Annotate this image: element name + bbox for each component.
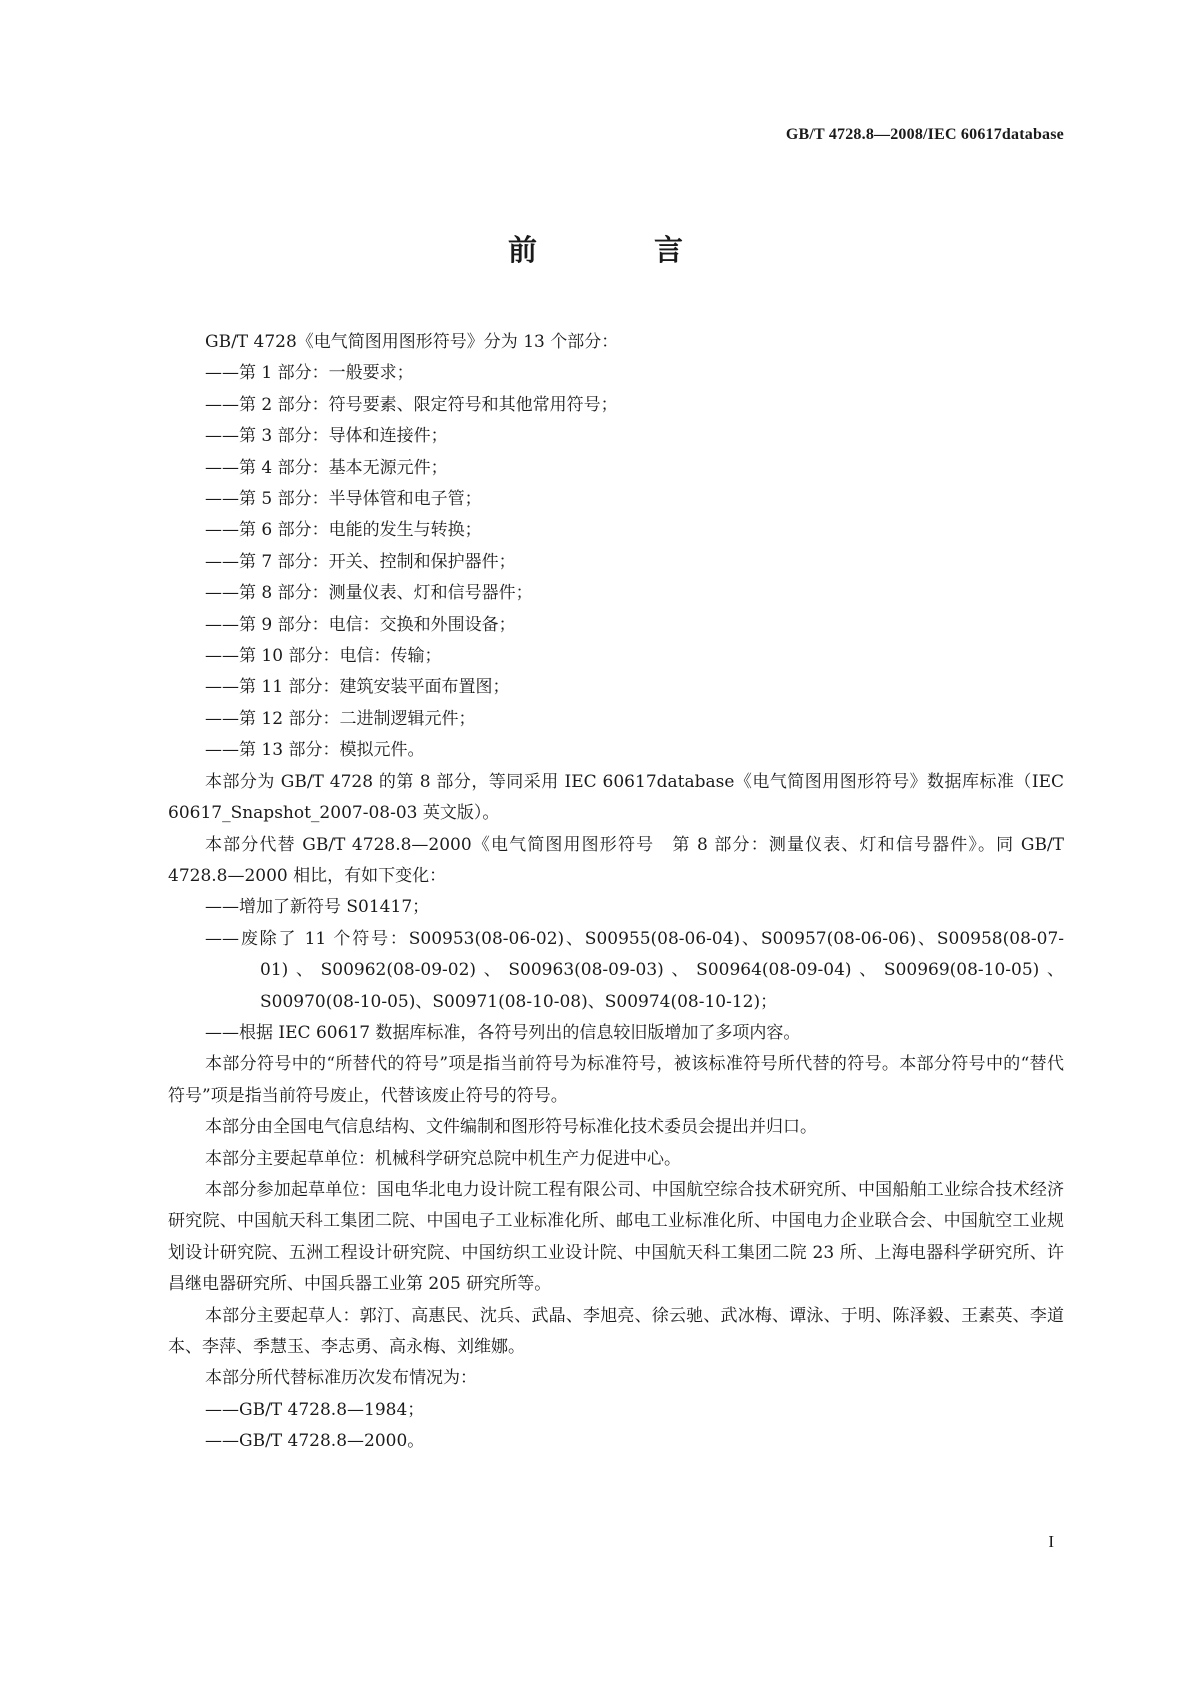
- part-list-item: ——第 2 部分：符号要素、限定符号和其他常用符号；: [205, 394, 618, 415]
- change-list-item: ——根据 IEC 60617 数据库标准，各符号列出的信息较旧版增加了多项内容。: [205, 1022, 801, 1043]
- intro-paragraph: GB/T 4728《电气简图用图形符号》分为 13 个部分：: [205, 332, 619, 352]
- participating-paragraph: 本部分参加起草单位：国电华北电力设计院工程有限公司、中国航空综合技术研究所、中国船舶工业综合技术经济研究院、中国航天科工集团二院、中国电子工业标准化所、邮电工业标准化所、中国电力企业联合会、中国航空工业规划设计研究院、五洲工程设计研究院、中国纺织工业设计院、中国航天科工集团二院 23 所、上海电器科学研究所、许昌继电器研究所、中国兵器工业第 205 研究所等。: [168, 1179, 1064, 1295]
- part-list-item: ——第 8 部分：测量仪表、灯和信号器件；: [205, 583, 533, 604]
- drafters-paragraph: 本部分主要起草人：郭汀、高惠民、沈兵、武晶、李旭亮、徐云驰、武冰梅、谭泳、于明、陈泽毅、王素英、李道本、李萍、季慧玉、李志勇、高永梅、刘维娜。: [168, 1305, 1064, 1357]
- section-title: 前 言: [507, 233, 727, 267]
- page-number: I: [1048, 1532, 1054, 1551]
- part-list-item: ——第 4 部分：基本无源元件；: [205, 457, 448, 478]
- part-list-item: ——第 11 部分：建筑安装平面布置图；: [205, 677, 510, 698]
- standard-code-header: GB/T 4728.8—2008/IEC 60617database: [785, 126, 1064, 143]
- history-list-item: ——GB/T 4728.8—2000。: [205, 1431, 425, 1452]
- part-list-item: ——第 10 部分：电信：传输；: [205, 646, 442, 667]
- replaces-paragraph: 本部分代替 GB/T 4728.8—2000《电气简图用图形符号 第 8 部分：测量仪表、灯和信号器件》。同 GB/T 4728.8—2000 相比，有如下变化：: [168, 834, 1064, 886]
- proposed-by-paragraph: 本部分由全国电气信息结构、文件编制和图形符号标准化技术委员会提出并归口。: [205, 1117, 817, 1138]
- main-drafter-paragraph: 本部分主要起草单位：机械科学研究总院中机生产力促进中心。: [205, 1148, 681, 1169]
- adoption-paragraph: 本部分为 GB/T 4728 的第 8 部分，等同采用 IEC 60617database《电气简图用图形符号》数据库标准（IEC 60617_Snapshot_2007-08-03 英文版）。: [168, 771, 1064, 824]
- part-list-item: ——第 1 部分：一般要求；: [205, 363, 414, 384]
- part-list-item: ——第 9 部分：电信：交换和外围设备；: [205, 614, 516, 635]
- part-list-item: ——第 3 部分：导体和连接件；: [205, 426, 448, 447]
- foreword-body: [168, 327, 1064, 1458]
- history-list-item: ——GB/T 4728.8—1984；: [205, 1399, 425, 1420]
- history-intro-paragraph: 本部分所代替标准历次发布情况为：: [205, 1368, 477, 1389]
- part-list-item: ——第 6 部分：电能的发生与转换；: [205, 520, 482, 541]
- part-list-item: ——第 5 部分：半导体管和电子管；: [205, 489, 482, 510]
- part-list-item: ——第 13 部分：模拟元件。: [205, 740, 425, 761]
- symbol-note-paragraph: 本部分符号中的“所替代的符号”项是指当前符号为标准符号，被该标准符号所代替的符号。本部分符号中的“替代符号”项是指当前符号废止，代替该废止符号的符号。: [168, 1054, 1064, 1106]
- part-list-item: ——第 7 部分：开关、控制和保护器件；: [205, 551, 516, 572]
- change-list-item: ——增加了新符号 S01417；: [205, 897, 430, 918]
- part-list-item: ——第 12 部分：二进制逻辑元件；: [205, 708, 476, 729]
- change-list-item: ——废除了 11 个符号：S00953(08-06-02)、S00955(08-06-04)、S00957(08-06-06)、S00958(08-07-01)、S00962(08-09-02)、S00963(08-09-03)、S00964(08-09-04)、S00969(08-10-05)、S00970(08-10-05)、S00971(08-10-08)、S00974(08-10-12)；: [205, 928, 1064, 1012]
